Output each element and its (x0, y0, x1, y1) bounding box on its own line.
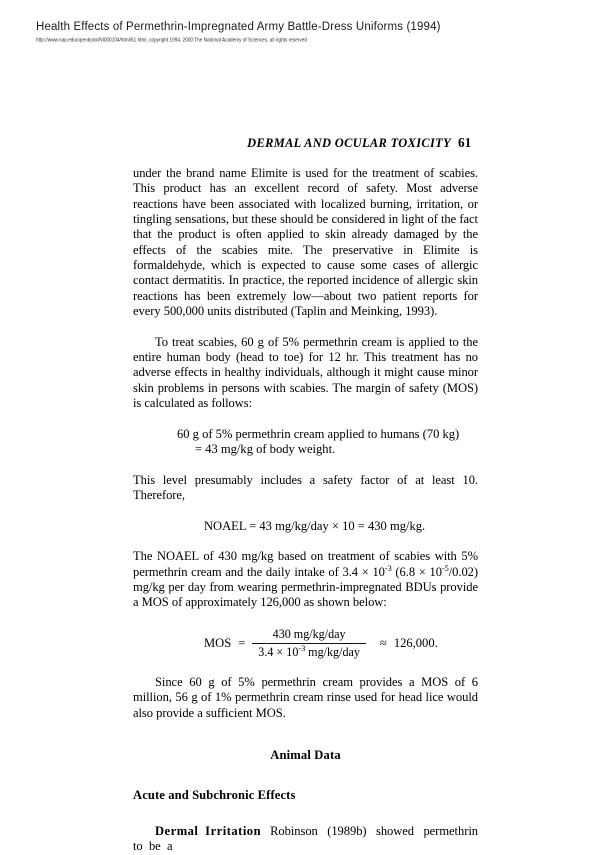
mos-result: 126,000. (393, 635, 438, 650)
equation-line-per-kg: = 43 mg/kg of body weight. (195, 442, 336, 457)
equation-mos-fraction (133, 627, 478, 660)
equation-line-dose: 60 g of 5% permethrin cream applied to humans (70 kg) (177, 426, 460, 441)
paragraph-head-lice: Since 60 g of 5% permethrin cream provides a MOS of 6 million, 56 g of 1% permethrin cream rinse used for head lice would also provide a sufficient MOS. (133, 675, 478, 720)
paragraph-treat-scabies: To treat scabies, 60 g of 5% permethrin cream is applied to the entire human body (head to toe) for 12 hr. This treatment has no adverse effects in healthy individuals, although it might cause minor skin problems in persons with scabies. The margin of safety (MOS) is calculated as follows: (133, 334, 478, 411)
equation-noael (133, 519, 478, 534)
text-column (133, 166, 478, 855)
heading-acute-subchronic-effects: Acute and Subchronic Effects (133, 788, 296, 803)
mos-numerator: 430 mg/kg/day (272, 626, 346, 641)
equation-mos-basis (133, 427, 478, 458)
page-number: 61 (458, 135, 472, 150)
dermal-irritation-body-text: Robinson (1989b) showed permethrin to be a (133, 824, 478, 854)
paragraph-dermal-irritation (133, 824, 478, 855)
mos-denominator (252, 644, 366, 660)
scan-source-url: http://www.nap.edu/openbook/NI000104/html/61.html, copyright 1994, 2000 The National Academy of Sciences, all rights reserved (36, 36, 307, 43)
exponent-minus-five: -5 (441, 563, 449, 573)
mos-denominator-exponent: -3 (298, 643, 306, 653)
running-head: DERMAL AND OCULAR TOXICITY (247, 136, 451, 150)
noael-text-part-2: (6.8 × 10 (391, 564, 442, 579)
paragraph-noael-intake (133, 549, 478, 610)
mos-fraction (252, 627, 366, 660)
mos-denominator-suffix: mg/kg/day (305, 644, 360, 659)
paragraph-elimite: under the brand name Elimite is used for the treatment of scabies. This product has an excellent record of safety. Most adverse reactions have been associated with localized burning, irritation, or tingling sensations, but these should be considered in light of the fact that the product is often applied to skin already damaged by the effects of the scabies mite. The preservative in Elimite is formaldehyde, which is expected to cause some cases of allergic contact dermatitis. In practice, the reported incidence of allergic skin reactions has been extremely low—about two patient reports for every 500,000 units distributed (Taplin and Meinking, 1993). (133, 166, 478, 319)
noael-text-part-1: The NOAEL of 430 mg/kg based on treatment of scabies with 5% permethrin cream and the daily intake of 3.4 × 10 (133, 549, 478, 579)
paragraph-safety-factor: This level presumably includes a safety factor of at least 10. Therefore, (133, 472, 478, 503)
exponent-minus-three: -3 (384, 563, 392, 573)
heading-animal-data: Animal Data (270, 748, 341, 763)
noael-text-part-3: /0.02) mg/kg per day from wearing permethrin-impregnated BDUs provide a MOS of approximately 126,000 as shown below: (133, 564, 478, 610)
mos-denominator-prefix: 3.4 × 10 (258, 644, 299, 659)
equation-line-noael: NOAEL = 43 mg/kg/day × 10 = 430 mg/kg. (204, 518, 426, 533)
run-in-heading-dermal-irritation: Dermal Irritation (155, 824, 262, 839)
mos-equals-sign: = (238, 635, 246, 650)
mos-label: MOS (204, 635, 232, 650)
mos-approx-sign: ≈ (379, 635, 387, 650)
scan-book-title: Health Effects of Permethrin-Impregnated Army Battle-Dress Uniforms (1994) (36, 21, 441, 33)
